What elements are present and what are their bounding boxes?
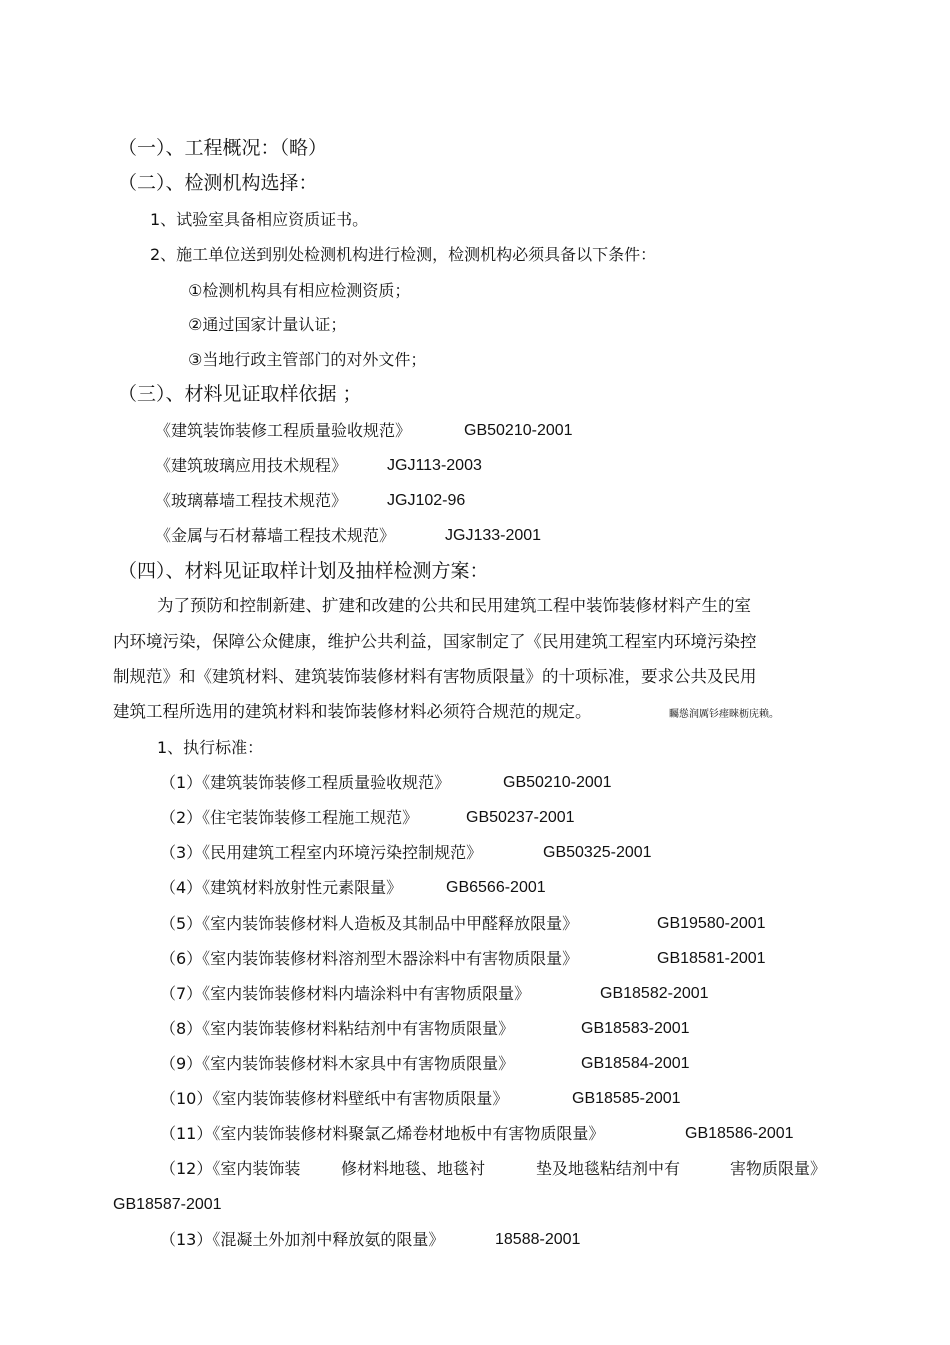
standard-code: 18588-2001 (495, 1231, 581, 1248)
standard-title: （11）《室内装饰装修材料聚氯乙烯卷材地板中有害物质限量》 (160, 1124, 605, 1143)
sub-list-item: ②通过国家计量认证； (188, 315, 347, 334)
reference-code: JGJ102-96 (387, 492, 466, 509)
hidden-watermark-text: 矚慫润厲钐瘗睞枥庑赖。 (669, 709, 779, 720)
standard-code: GB18585-2001 (572, 1090, 681, 1107)
reference-title: 《建筑玻璃应用技术规程》 (155, 456, 348, 475)
sub-heading: 1、执行标准： (157, 738, 264, 757)
reference-code: JGJ133-2001 (445, 527, 542, 544)
standard-title-part: 害物质限量》 (730, 1159, 827, 1178)
paragraph-line: 内环境污染，保障公众健康，维护公共利益，国家制定了《民用建筑工程室内环境污染控 (113, 632, 757, 651)
standard-title-part: （12）《室内装饰装 (160, 1159, 301, 1178)
standard-title: （1）《建筑装饰装修工程质量验收规范》 (160, 773, 451, 792)
paragraph-line: 制规范》和《建筑材料、建筑装饰装修材料有害物质限量》的十项标准，要求公共及民用 (113, 667, 757, 686)
reference-code: GB50210-2001 (464, 422, 573, 439)
standard-title: （2）《住宅装饰装修工程施工规范》 (160, 808, 419, 827)
reference-title: 《金属与石材幕墙工程技术规范》 (155, 526, 396, 545)
standard-code: GB6566-2001 (446, 879, 546, 896)
standard-code: GB50237-2001 (466, 809, 575, 826)
standard-title: （9）《室内装饰装修材料木家具中有害物质限量》 (160, 1054, 515, 1073)
list-item: 1、试验室具备相应资质证书。 (150, 210, 369, 229)
section-heading-3: （三）、材料见证取样依据 ； (118, 383, 362, 405)
standard-title: （10）《室内装饰装修材料壁纸中有害物质限量》 (160, 1089, 509, 1108)
sub-list-item: ①检测机构具有相应检测资质； (188, 281, 411, 300)
standard-code: GB18582-2001 (600, 985, 709, 1002)
standard-title-part: 修材料地毯、地毯衬 (341, 1159, 486, 1178)
reference-code: JGJ113-2003 (387, 457, 482, 474)
sub-list-item: ③当地行政主管部门的对外文件； (188, 350, 427, 369)
standard-code: GB18587-2001 (113, 1196, 222, 1213)
paragraph-line: 为了预防和控制新建、扩建和改建的公共和民用建筑工程中装饰装修材料产生的室 (157, 596, 751, 615)
standard-title: （13）《混凝土外加剂中释放氨的限量》 (160, 1230, 445, 1249)
standard-code: GB18583-2001 (581, 1020, 690, 1037)
standard-title: （6）《室内装饰装修材料溶剂型木器涂料中有害物质限量》 (160, 949, 579, 968)
standard-code: GB50210-2001 (503, 774, 612, 791)
list-item: 2、施工单位送到别处检测机构进行检测，检测机构必须具备以下条件： (150, 245, 657, 264)
standard-title: （4）《建筑材料放射性元素限量》 (160, 878, 403, 897)
standard-title: （5）《室内装饰装修材料人造板及其制品中甲醛释放限量》 (160, 914, 579, 933)
standard-code: GB18586-2001 (685, 1125, 794, 1142)
section-heading-4: （四）、材料见证取样计划及抽样检测方案： (118, 560, 489, 582)
standard-code: GB18584-2001 (581, 1055, 690, 1072)
standard-title: （8）《室内装饰装修材料粘结剂中有害物质限量》 (160, 1019, 515, 1038)
standard-code: GB18581-2001 (657, 950, 766, 967)
standard-title: （3）《民用建筑工程室内环境污染控制规范》 (160, 843, 483, 862)
standard-title-part: 垫及地毯粘结剂中有 (536, 1159, 681, 1178)
standard-code: GB19580-2001 (657, 915, 766, 932)
standard-title: （7）《室内装饰装修材料内墙涂料中有害物质限量》 (160, 984, 531, 1003)
reference-title: 《建筑装饰装修工程质量验收规范》 (155, 421, 412, 440)
standard-code: GB50325-2001 (543, 844, 652, 861)
reference-title: 《玻璃幕墙工程技术规范》 (155, 491, 348, 510)
section-heading-2: （二）、检测机构选择： (118, 172, 318, 194)
section-heading-1: （一）、工程概况：（略） (118, 137, 328, 159)
paragraph-line: 建筑工程所选用的建筑材料和装饰装修材料必须符合规范的规定。 (113, 702, 592, 721)
